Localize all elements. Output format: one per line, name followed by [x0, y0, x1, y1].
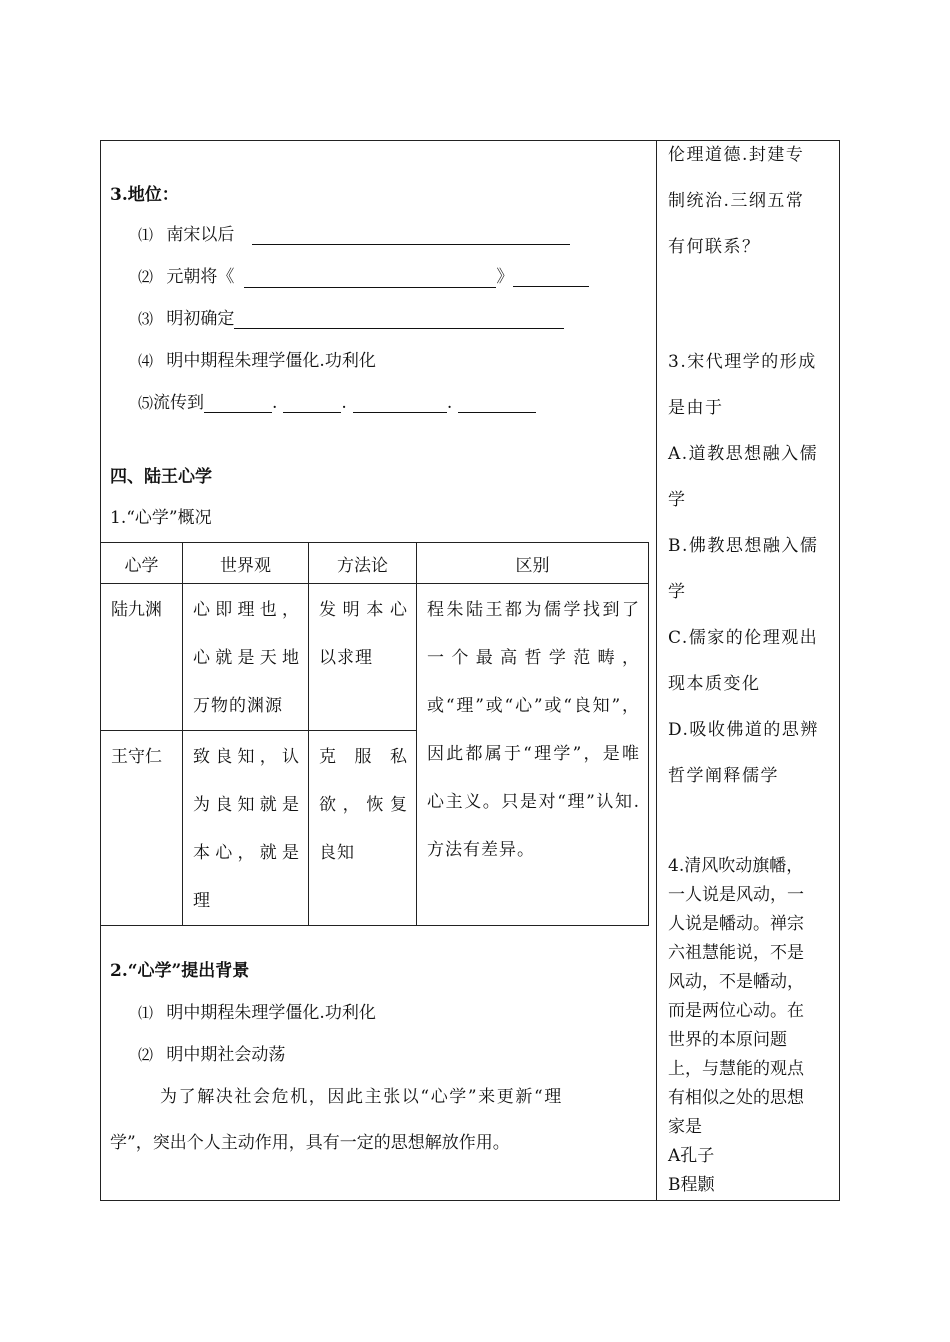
cell-text: 克服私欲，恢复良知 [319, 747, 408, 863]
cell-text: 发明本心以求理 [319, 600, 408, 668]
fill-blank[interactable] [204, 395, 272, 413]
fill-blank[interactable] [353, 395, 447, 413]
fill-blank[interactable] [252, 227, 570, 245]
option-d-line: D.吸收佛道的思辨 [668, 720, 819, 740]
section3-item-5 [138, 388, 536, 413]
section4-title: 四、陆王心学 [110, 467, 212, 487]
table-header: 区别 [417, 543, 649, 584]
background-item-2 [138, 1040, 285, 1065]
question-line: 有何联系？ [668, 237, 761, 257]
question-line: 而是两位心动。在 [668, 1001, 804, 1021]
option-d-line: 哲学阐释儒学 [668, 766, 779, 786]
item-number: ⑵ [138, 268, 154, 286]
table-cell-worldview [183, 731, 309, 926]
item-text: 流传到 [153, 393, 205, 413]
section3-item-3 [138, 304, 564, 329]
fill-blank[interactable] [234, 311, 564, 329]
item-text: 元朝将《 [166, 267, 235, 287]
item-number: ⑴ [138, 1004, 154, 1022]
item-text: 明中期社会动荡 [166, 1045, 286, 1065]
option-b-line: 学 [668, 582, 687, 602]
section3-item-4 [138, 346, 376, 371]
fill-blank[interactable] [458, 395, 536, 413]
option-b-line: B.佛教思想融入儒 [668, 536, 819, 556]
item-number: ⑸ [138, 394, 154, 412]
question-line: 是由于 [668, 398, 724, 418]
table-cell-worldview [183, 584, 309, 731]
table-cell-name [101, 584, 183, 731]
cell-text: 心即理也，心就是天地万物的渊源 [193, 600, 300, 716]
item-number: ⑵ [138, 1046, 154, 1064]
item-text: 明初确定 [166, 309, 235, 329]
table-header: 心学 [101, 543, 183, 584]
section3-title: 3.地位： [110, 185, 179, 205]
item-number: ⑴ [138, 226, 154, 244]
question-line: 制统治.三纲五常 [668, 191, 805, 211]
table-cell-method [309, 731, 417, 926]
table-cell-difference [417, 584, 649, 926]
item-number: ⑶ [138, 310, 154, 328]
question-line: 3.宋代理学的形成 [668, 352, 817, 372]
question-line: 六祖慧能说，不是 [668, 943, 804, 963]
cell-text: 陆九渊 [111, 600, 162, 620]
cell-text: 致良知，认为良知就是本心，就是理 [193, 747, 300, 911]
option-a-line: 学 [668, 490, 687, 510]
option-c-line: 现本质变化 [668, 674, 761, 694]
item-close: 》 [496, 267, 514, 287]
question-line: 一人说是风动，一 [668, 885, 804, 905]
question-line: 4.清风吹动旗幡， [668, 856, 804, 876]
fill-blank[interactable] [513, 269, 589, 287]
question-line: 世界的本原问题 [668, 1030, 787, 1050]
item-text: 明中期程朱理学僵化.功利化 [166, 1003, 376, 1023]
column-divider [656, 140, 657, 1201]
separator: . [446, 393, 453, 413]
option-line: A孔子 [668, 1146, 715, 1166]
table-header-row [101, 543, 649, 584]
item-text: 南宋以后 [166, 225, 235, 245]
question-line: 风动，不是幡动， [668, 972, 804, 992]
question-line: 上，与慧能的观点 [668, 1059, 804, 1079]
cell-text: 程朱陆王都为儒学找到了一个最高哲学范畴，或“理”或“心”或“良知”，因此都属于“理学”，是唯心主义。只是对“理”认知.方法有差异。 [427, 600, 640, 860]
table-header: 方法论 [309, 543, 417, 584]
table-cell-name [101, 731, 183, 926]
background-paragraph-line-1: 为了解决社会危机，因此主张以“心学”来更新“理 [160, 1087, 563, 1107]
table-header: 世界观 [183, 543, 309, 584]
cell-text: 王守仁 [111, 747, 162, 767]
background-paragraph-line-2: 学”，突出个人主动作用，具有一定的思想解放作用。 [110, 1133, 510, 1153]
background-item-1 [138, 998, 376, 1023]
section3-item-1 [138, 220, 570, 245]
section4-subtitle-background: 2.“心学”提出背景 [110, 961, 250, 981]
question-line: 家是 [668, 1117, 702, 1137]
section4-subtitle-overview: 1.“心学”概况 [110, 508, 212, 528]
sidebar-question-3 [668, 339, 834, 799]
fill-blank[interactable] [283, 395, 341, 413]
item-text: 明中期程朱理学僵化.功利化 [166, 351, 376, 371]
table-row [101, 584, 649, 731]
option-c-line: C.儒家的伦理观出 [668, 628, 819, 648]
section3-item-2 [138, 262, 589, 287]
separator: . [341, 393, 347, 413]
item-number: ⑷ [138, 352, 154, 370]
question-line: 有相似之处的思想 [668, 1088, 804, 1108]
sidebar-question-4 [668, 852, 834, 1200]
xinxue-overview-table [100, 542, 649, 926]
question-line: 伦理道德.封建专 [668, 145, 805, 165]
option-a-line: A.道教思想融入儒 [668, 444, 819, 464]
fill-blank[interactable] [234, 270, 496, 287]
separator: . [272, 393, 278, 413]
table-cell-method [309, 584, 417, 731]
sidebar-question-2 [668, 132, 834, 270]
option-line: B程颢 [668, 1175, 715, 1195]
question-line: 人说是幡动。禅宗 [668, 914, 804, 934]
